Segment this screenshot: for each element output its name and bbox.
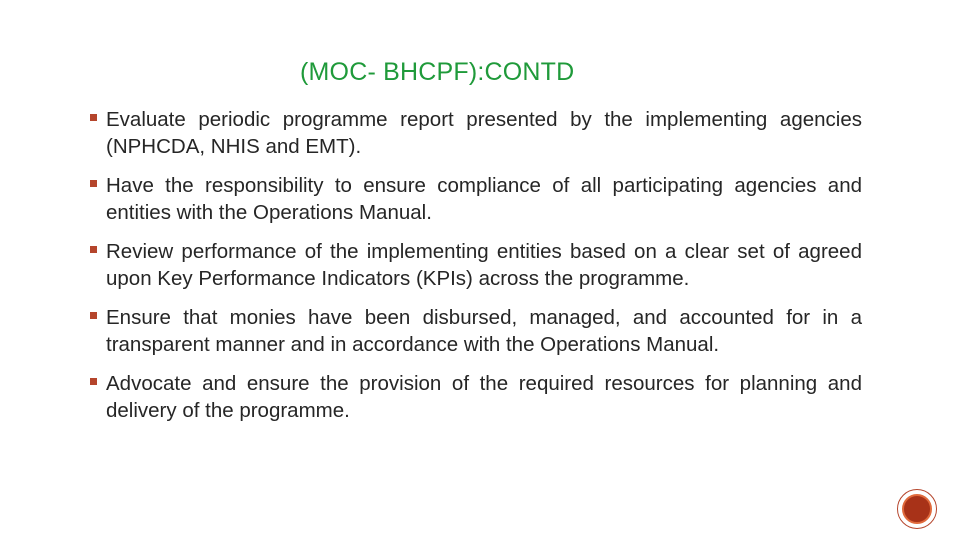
bullet-item: [90, 106, 862, 160]
square-bullet-icon: [90, 180, 97, 187]
bullet-item: [90, 304, 862, 358]
bullet-item: [90, 238, 862, 292]
badge-circle-icon: [902, 494, 932, 524]
square-bullet-icon: [90, 378, 97, 385]
bullet-list: [90, 106, 862, 436]
bullet-text: Ensure that monies have been disbursed, managed, and accounted for in a transparent manner and in accordance with the Operations Manual.: [106, 306, 862, 356]
bullet-text: Evaluate periodic programme report presented by the implementing agencies (NPHCDA, NHIS and EMT).: [106, 108, 862, 158]
bullet-text: Have the responsibility to ensure compliance of all participating agencies and entities with the Operations Manual.: [106, 174, 862, 224]
bullet-text: Advocate and ensure the provision of the required resources for planning and delivery of the programme.: [106, 372, 862, 422]
slide-number-badge: [897, 489, 937, 529]
square-bullet-icon: [90, 114, 97, 121]
bullet-text: Review performance of the implementing entities based on a clear set of agreed upon Key Performance Indicators (KPIs) across the programme.: [106, 240, 862, 290]
square-bullet-icon: [90, 246, 97, 253]
bullet-item: [90, 370, 862, 424]
slide-title: (MOC- BHCPF):CONTD: [300, 58, 575, 86]
bullet-item: [90, 172, 862, 226]
square-bullet-icon: [90, 312, 97, 319]
